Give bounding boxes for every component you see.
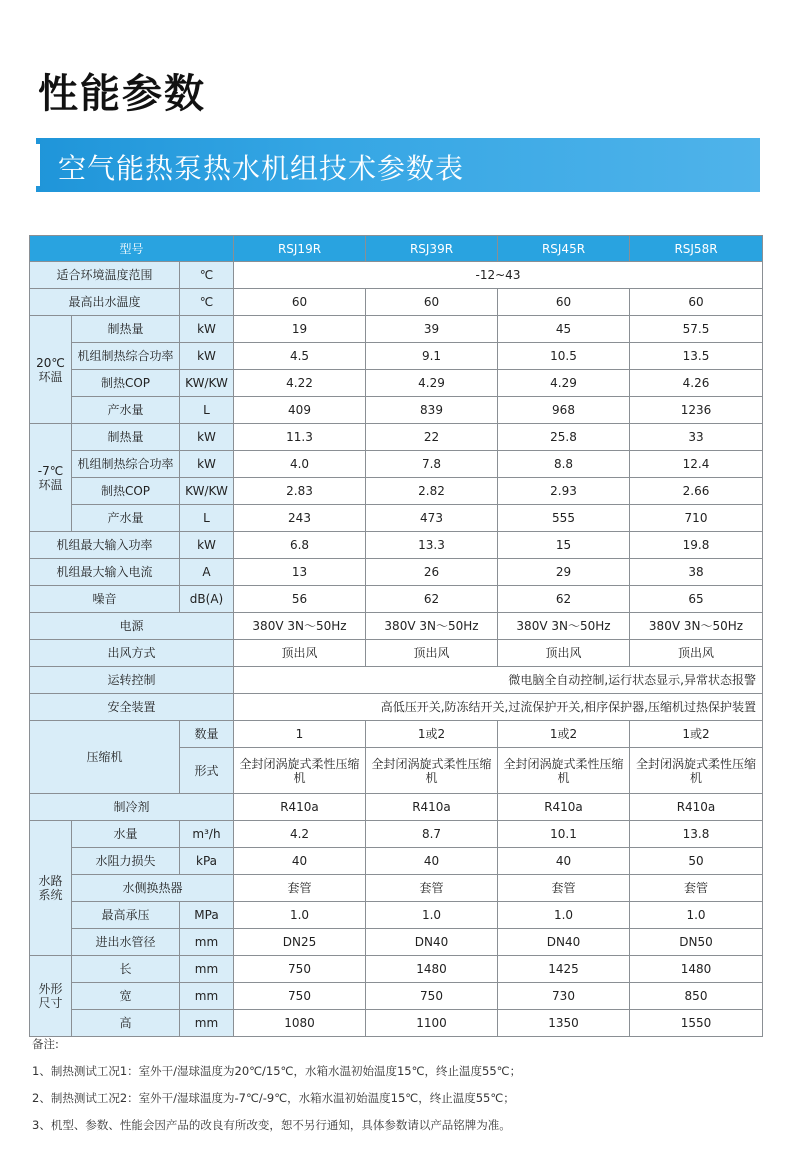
cell-value: 750: [234, 983, 366, 1010]
cell-value: 1.0: [498, 902, 630, 929]
group-label-line: 尺寸: [38, 996, 63, 1010]
table-row: [30, 848, 763, 875]
cell-value: 710: [630, 505, 763, 532]
row-label: 机组制热综合功率: [72, 343, 180, 370]
model-name: RSJ39R: [366, 236, 498, 262]
cell-value: 50: [630, 848, 763, 875]
cell-value: 6.8: [234, 532, 366, 559]
cell-value: 13.5: [630, 343, 763, 370]
row-unit: kW: [180, 451, 234, 478]
row-label: 噪音: [30, 586, 180, 613]
model-label: 型号: [30, 236, 234, 262]
table-row: [30, 586, 763, 613]
cell-value: 750: [234, 956, 366, 983]
banner-accent-bar: [36, 144, 40, 186]
cell-value: 8.7: [366, 821, 498, 848]
group-label-water: [30, 821, 72, 956]
row-label: 机组最大输入功率: [30, 532, 180, 559]
cell-value: 15: [498, 532, 630, 559]
group-label-line: 环温: [38, 369, 63, 384]
ambient-range-value: -12~43: [234, 262, 763, 289]
group-label-minus7c: [30, 424, 72, 532]
model-name: RSJ58R: [630, 236, 763, 262]
cell-value: 4.26: [630, 370, 763, 397]
row-label: 数量: [180, 721, 234, 748]
cell-value: 8.8: [498, 451, 630, 478]
cell-value: 1或2: [366, 721, 498, 748]
cell-value: R410a: [630, 794, 763, 821]
cell-value: 7.8: [366, 451, 498, 478]
cell-value: 243: [234, 505, 366, 532]
cell-value: 62: [498, 586, 630, 613]
cell-value: 19: [234, 316, 366, 343]
cell-value: 1或2: [498, 721, 630, 748]
row-unit: mm: [180, 956, 234, 983]
table-row: [30, 640, 763, 667]
cell-value: 60: [630, 289, 763, 316]
cell-value: 1: [234, 721, 366, 748]
cell-value: 25.8: [498, 424, 630, 451]
group-label-line: 环温: [38, 477, 63, 492]
spec-table: [29, 235, 763, 1037]
row-label: 水阻力损失: [72, 848, 180, 875]
table-row: [30, 289, 763, 316]
group-label-20c: [30, 316, 72, 424]
row-unit: A: [180, 559, 234, 586]
cell-value: 全封闭涡旋式柔性压缩机: [234, 748, 366, 794]
note-item: 3、机型、参数、性能会因产品的改良有所改变，恕不另行通知，具体参数请以产品铭牌为准。: [32, 1118, 511, 1132]
cell-value: 2.82: [366, 478, 498, 505]
row-label: 适合环境温度范围: [30, 262, 180, 289]
cell-value: 4.29: [366, 370, 498, 397]
cell-value: 39: [366, 316, 498, 343]
row-unit: m³/h: [180, 821, 234, 848]
cell-value: 9.1: [366, 343, 498, 370]
cell-value: 2.83: [234, 478, 366, 505]
banner-title: 空气能热泵热水机组技术参数表: [58, 152, 465, 185]
cell-value: 顶出风: [366, 640, 498, 667]
row-label: 制冷剂: [30, 794, 234, 821]
cell-value: 45: [498, 316, 630, 343]
safety-value: 高低压开关,防冻结开关,过流保护开关,相序保护器,压缩机过热保护装置: [234, 694, 763, 721]
cell-value: 40: [234, 848, 366, 875]
cell-value: 套管: [630, 875, 763, 902]
cell-value: 29: [498, 559, 630, 586]
cell-value: 4.29: [498, 370, 630, 397]
cell-value: DN40: [366, 929, 498, 956]
row-unit: MPa: [180, 902, 234, 929]
group-label-line: -7℃: [37, 463, 64, 478]
table-row: [30, 694, 763, 721]
cell-value: 60: [498, 289, 630, 316]
row-unit: kW: [180, 343, 234, 370]
cell-value: 968: [498, 397, 630, 424]
row-label: 产水量: [72, 397, 180, 424]
row-label: 进出水管径: [72, 929, 180, 956]
table-row: [30, 1010, 763, 1037]
row-label: 安全装置: [30, 694, 234, 721]
compressor-label: 压缩机: [30, 721, 180, 794]
cell-value: 套管: [366, 875, 498, 902]
row-label: 运转控制: [30, 667, 234, 694]
row-unit: dB(A): [180, 586, 234, 613]
cell-value: 839: [366, 397, 498, 424]
cell-value: 11.3: [234, 424, 366, 451]
cell-value: 473: [366, 505, 498, 532]
row-label: 机组制热综合功率: [72, 451, 180, 478]
section-banner: [36, 138, 760, 192]
row-label: 出风方式: [30, 640, 234, 667]
row-label: 形式: [180, 748, 234, 794]
cell-value: 60: [234, 289, 366, 316]
row-label: 最高出水温度: [30, 289, 180, 316]
cell-value: 1480: [630, 956, 763, 983]
page-title: 性能参数: [38, 71, 206, 117]
cell-value: 1425: [498, 956, 630, 983]
cell-value: 13.3: [366, 532, 498, 559]
cell-value: 套管: [498, 875, 630, 902]
row-label: 制热量: [72, 316, 180, 343]
row-unit: kW: [180, 424, 234, 451]
row-unit: KW/KW: [180, 370, 234, 397]
group-label-line: 水路: [38, 874, 63, 888]
row-label: 制热量: [72, 424, 180, 451]
cell-value: 2.93: [498, 478, 630, 505]
cell-value: 750: [366, 983, 498, 1010]
row-unit: KW/KW: [180, 478, 234, 505]
cell-value: 1.0: [366, 902, 498, 929]
table-row: [30, 424, 763, 451]
table-row: [30, 451, 763, 478]
row-label: 产水量: [72, 505, 180, 532]
cell-value: 全封闭涡旋式柔性压缩机: [366, 748, 498, 794]
note-item: 1、制热测试工况1：室外干/湿球温度为20℃/15℃，水箱水温初始温度15℃，终止温度55℃；: [32, 1064, 522, 1078]
row-label: 水侧换热器: [72, 875, 234, 902]
cell-value: DN50: [630, 929, 763, 956]
table-row: [30, 902, 763, 929]
cell-value: 1550: [630, 1010, 763, 1037]
cell-value: 4.0: [234, 451, 366, 478]
table-row: [30, 478, 763, 505]
cell-value: 26: [366, 559, 498, 586]
cell-value: 1.0: [234, 902, 366, 929]
cell-value: 33: [630, 424, 763, 451]
group-label-line: 系统: [38, 888, 63, 902]
table-row: [30, 929, 763, 956]
table-row: [30, 794, 763, 821]
model-name: RSJ19R: [234, 236, 366, 262]
cell-value: 62: [366, 586, 498, 613]
cell-value: 1480: [366, 956, 498, 983]
cell-value: 1080: [234, 1010, 366, 1037]
cell-value: 2.66: [630, 478, 763, 505]
cell-value: 380V 3N～50Hz: [498, 613, 630, 640]
cell-value: 40: [498, 848, 630, 875]
table-row: [30, 667, 763, 694]
row-label: 机组最大输入电流: [30, 559, 180, 586]
table-row: [30, 956, 763, 983]
cell-value: 13.8: [630, 821, 763, 848]
cell-value: 22: [366, 424, 498, 451]
cell-value: 1350: [498, 1010, 630, 1037]
row-unit: L: [180, 397, 234, 424]
row-unit: mm: [180, 1010, 234, 1037]
table-row: [30, 532, 763, 559]
cell-value: 380V 3N～50Hz: [234, 613, 366, 640]
cell-value: R410a: [234, 794, 366, 821]
row-unit: mm: [180, 929, 234, 956]
row-label: 高: [72, 1010, 180, 1037]
row-unit: kW: [180, 532, 234, 559]
cell-value: 56: [234, 586, 366, 613]
table-row: [30, 343, 763, 370]
cell-value: 60: [366, 289, 498, 316]
table-row: [30, 559, 763, 586]
group-label-dimensions: [30, 956, 72, 1037]
row-label: 最高承压: [72, 902, 180, 929]
row-unit: kW: [180, 316, 234, 343]
cell-value: DN25: [234, 929, 366, 956]
cell-value: 380V 3N～50Hz: [366, 613, 498, 640]
cell-value: 顶出风: [630, 640, 763, 667]
table-header-row: [30, 236, 763, 262]
cell-value: 38: [630, 559, 763, 586]
table-row: [30, 875, 763, 902]
cell-value: 4.22: [234, 370, 366, 397]
cell-value: 57.5: [630, 316, 763, 343]
row-label: 宽: [72, 983, 180, 1010]
cell-value: 409: [234, 397, 366, 424]
notes-heading: 备注:: [32, 1037, 59, 1051]
cell-value: 1或2: [630, 721, 763, 748]
note-item: 2、制热测试工况2：室外干/湿球温度为-7℃/-9℃，水箱水温初始温度15℃，终止温度55℃；: [32, 1091, 515, 1105]
cell-value: 全封闭涡旋式柔性压缩机: [498, 748, 630, 794]
table-row: [30, 821, 763, 848]
table-row: [30, 983, 763, 1010]
cell-value: 顶出风: [234, 640, 366, 667]
row-unit: kPa: [180, 848, 234, 875]
cell-value: 顶出风: [498, 640, 630, 667]
cell-value: 4.2: [234, 821, 366, 848]
cell-value: 12.4: [630, 451, 763, 478]
row-unit: ℃: [180, 289, 234, 316]
cell-value: 4.5: [234, 343, 366, 370]
cell-value: 10.5: [498, 343, 630, 370]
model-name: RSJ45R: [498, 236, 630, 262]
row-unit: L: [180, 505, 234, 532]
cell-value: 套管: [234, 875, 366, 902]
cell-value: 850: [630, 983, 763, 1010]
row-label: 长: [72, 956, 180, 983]
table-row: [30, 370, 763, 397]
cell-value: 40: [366, 848, 498, 875]
row-unit: ℃: [180, 262, 234, 289]
cell-value: 555: [498, 505, 630, 532]
cell-value: DN40: [498, 929, 630, 956]
control-value: 微电脑全自动控制,运行状态显示,异常状态报警: [234, 667, 763, 694]
table-row: [30, 262, 763, 289]
cell-value: 13: [234, 559, 366, 586]
table-row: [30, 397, 763, 424]
table-row: [30, 316, 763, 343]
group-label-line: 外形: [38, 982, 63, 996]
cell-value: 10.1: [498, 821, 630, 848]
cell-value: R410a: [498, 794, 630, 821]
row-unit: mm: [180, 983, 234, 1010]
row-label: 电源: [30, 613, 234, 640]
cell-value: 19.8: [630, 532, 763, 559]
row-label: 制热COP: [72, 370, 180, 397]
cell-value: 65: [630, 586, 763, 613]
cell-value: 380V 3N～50Hz: [630, 613, 763, 640]
group-label-line: 20℃: [36, 355, 65, 370]
cell-value: 1100: [366, 1010, 498, 1037]
table-row: [30, 505, 763, 532]
cell-value: 730: [498, 983, 630, 1010]
cell-value: R410a: [366, 794, 498, 821]
cell-value: 全封闭涡旋式柔性压缩机: [630, 748, 763, 794]
cell-value: 1236: [630, 397, 763, 424]
row-label: 制热COP: [72, 478, 180, 505]
table-row: [30, 613, 763, 640]
cell-value: 1.0: [630, 902, 763, 929]
table-row: [30, 721, 763, 748]
row-label: 水量: [72, 821, 180, 848]
